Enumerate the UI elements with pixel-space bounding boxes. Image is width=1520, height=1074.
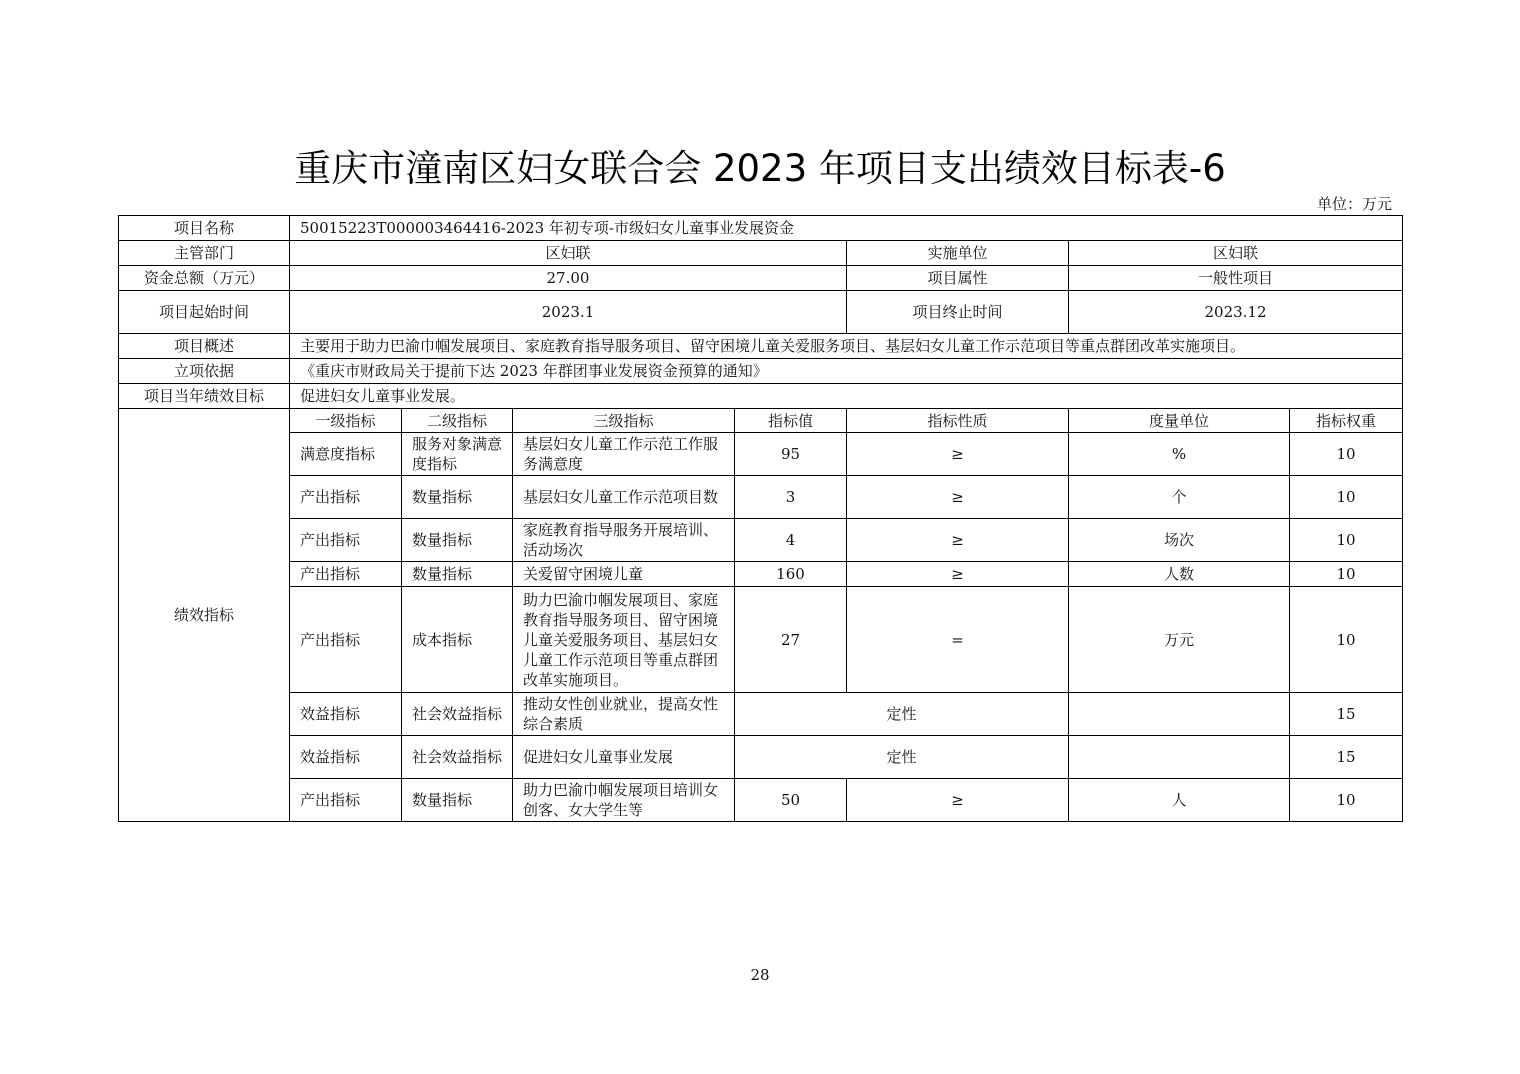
indicator-l1: 产出指标 <box>290 779 402 822</box>
indicator-nature: ≥ <box>847 519 1069 562</box>
indicator-nature: ≥ <box>847 779 1069 822</box>
indicator-row <box>119 587 1403 693</box>
start-value: 2023.1 <box>290 291 847 334</box>
indicator-unit: 人数 <box>1069 562 1290 587</box>
indicator-nature: ≥ <box>847 433 1069 476</box>
indicator-weight: 10 <box>1290 562 1403 587</box>
goal-label: 项目当年绩效目标 <box>119 384 290 409</box>
indicator-l3: 基层妇女儿童工作示范工作服务满意度 <box>513 433 735 476</box>
indicator-value: 3 <box>735 476 847 519</box>
indicator-l3: 家庭教育指导服务开展培训、活动场次 <box>513 519 735 562</box>
end-label: 项目终止时间 <box>847 291 1069 334</box>
indicator-unit: 场次 <box>1069 519 1290 562</box>
row-fund <box>119 266 1403 291</box>
indicator-unit: % <box>1069 433 1290 476</box>
indicator-row <box>119 779 1403 822</box>
indicator-l3: 推动女性创业就业，提高女性综合素质 <box>513 693 735 736</box>
indicator-row <box>119 476 1403 519</box>
header-value: 指标值 <box>735 409 847 433</box>
header-unit: 度量单位 <box>1069 409 1290 433</box>
indicator-l2: 社会效益指标 <box>402 693 513 736</box>
indicator-value: 27 <box>735 587 847 693</box>
indicator-nature: 定性 <box>735 693 1069 736</box>
indicator-value: 50 <box>735 779 847 822</box>
project-name-value: 50015223T000003464416-2023 年初专项-市级妇女儿童事业发展资金 <box>290 216 1403 241</box>
indicator-l2: 数量指标 <box>402 519 513 562</box>
indicator-weight: 15 <box>1290 736 1403 779</box>
indicator-l3: 基层妇女儿童工作示范项目数 <box>513 476 735 519</box>
row-time <box>119 291 1403 334</box>
basis-label: 立项依据 <box>119 359 290 384</box>
page-title: 重庆市潼南区妇女联合会 2023 年项目支出绩效目标表-6 <box>294 147 1226 190</box>
impl-unit-label: 实施单位 <box>847 241 1069 266</box>
row-dept <box>119 241 1403 266</box>
indicator-row <box>119 519 1403 562</box>
indicator-l1: 产出指标 <box>290 476 402 519</box>
perf-label: 绩效指标 <box>119 409 290 822</box>
indicator-l2: 数量指标 <box>402 562 513 587</box>
indicator-unit: 人 <box>1069 779 1290 822</box>
project-name-label: 项目名称 <box>119 216 290 241</box>
indicator-row <box>119 736 1403 779</box>
indicator-nature: ≥ <box>847 476 1069 519</box>
indicator-value: 4 <box>735 519 847 562</box>
indicator-row <box>119 693 1403 736</box>
attr-label: 项目属性 <box>847 266 1069 291</box>
page-number: 28 <box>750 966 770 984</box>
indicator-weight: 10 <box>1290 779 1403 822</box>
attr-value: 一般性项目 <box>1069 266 1403 291</box>
indicator-l1: 产出指标 <box>290 587 402 693</box>
indicator-weight: 10 <box>1290 476 1403 519</box>
indicator-unit <box>1069 693 1290 736</box>
indicator-weight: 10 <box>1290 587 1403 693</box>
indicator-l2: 成本指标 <box>402 587 513 693</box>
dept-label: 主管部门 <box>119 241 290 266</box>
overview-label: 项目概述 <box>119 334 290 359</box>
indicator-l1: 效益指标 <box>290 736 402 779</box>
indicator-l2: 数量指标 <box>402 779 513 822</box>
indicator-l1: 满意度指标 <box>290 433 402 476</box>
goal-value: 促进妇女儿童事业发展。 <box>290 384 1403 409</box>
fund-value: 27.00 <box>290 266 847 291</box>
header-l1: 一级指标 <box>290 409 402 433</box>
indicator-l2: 服务对象满意度指标 <box>402 433 513 476</box>
indicator-value: 95 <box>735 433 847 476</box>
indicator-weight: 10 <box>1290 433 1403 476</box>
basis-value: 《重庆市财政局关于提前下达 2023 年群团事业发展资金预算的通知》 <box>290 359 1403 384</box>
indicator-l1: 产出指标 <box>290 562 402 587</box>
indicator-value: 160 <box>735 562 847 587</box>
perf-header-row <box>119 409 1403 433</box>
header-weight: 指标权重 <box>1290 409 1403 433</box>
indicator-l3: 助力巴渝巾帼发展项目、家庭教育指导服务项目、留守困境儿童关爱服务项目、基层妇女儿童工作示范项目等重点群团改革实施项目。 <box>513 587 735 693</box>
indicator-weight: 15 <box>1290 693 1403 736</box>
fund-label: 资金总额（万元） <box>119 266 290 291</box>
unit-label: 单位：万元 <box>1316 195 1392 213</box>
end-value: 2023.12 <box>1069 291 1403 334</box>
indicator-weight: 10 <box>1290 519 1403 562</box>
impl-unit-value: 区妇联 <box>1069 241 1403 266</box>
indicator-unit: 万元 <box>1069 587 1290 693</box>
indicator-l2: 数量指标 <box>402 476 513 519</box>
indicator-l2: 社会效益指标 <box>402 736 513 779</box>
performance-table <box>118 215 1403 822</box>
dept-value: 区妇联 <box>290 241 847 266</box>
start-label: 项目起始时间 <box>119 291 290 334</box>
indicator-l1: 产出指标 <box>290 519 402 562</box>
row-overview <box>119 334 1403 359</box>
indicator-nature: 定性 <box>735 736 1069 779</box>
indicator-l3: 关爱留守困境儿童 <box>513 562 735 587</box>
indicator-unit: 个 <box>1069 476 1290 519</box>
header-nature: 指标性质 <box>847 409 1069 433</box>
header-l3: 三级指标 <box>513 409 735 433</box>
indicator-nature: = <box>847 587 1069 693</box>
row-goal <box>119 384 1403 409</box>
row-project-name <box>119 216 1403 241</box>
indicator-l1: 效益指标 <box>290 693 402 736</box>
indicator-unit <box>1069 736 1290 779</box>
indicator-l3: 促进妇女儿童事业发展 <box>513 736 735 779</box>
indicator-row <box>119 433 1403 476</box>
row-basis <box>119 359 1403 384</box>
overview-value: 主要用于助力巴渝巾帼发展项目、家庭教育指导服务项目、留守困境儿童关爱服务项目、基层妇女儿童工作示范项目等重点群团改革实施项目。 <box>290 334 1403 359</box>
indicator-l3: 助力巴渝巾帼发展项目培训女创客、女大学生等 <box>513 779 735 822</box>
indicator-nature: ≥ <box>847 562 1069 587</box>
header-l2: 二级指标 <box>402 409 513 433</box>
indicator-row <box>119 562 1403 587</box>
